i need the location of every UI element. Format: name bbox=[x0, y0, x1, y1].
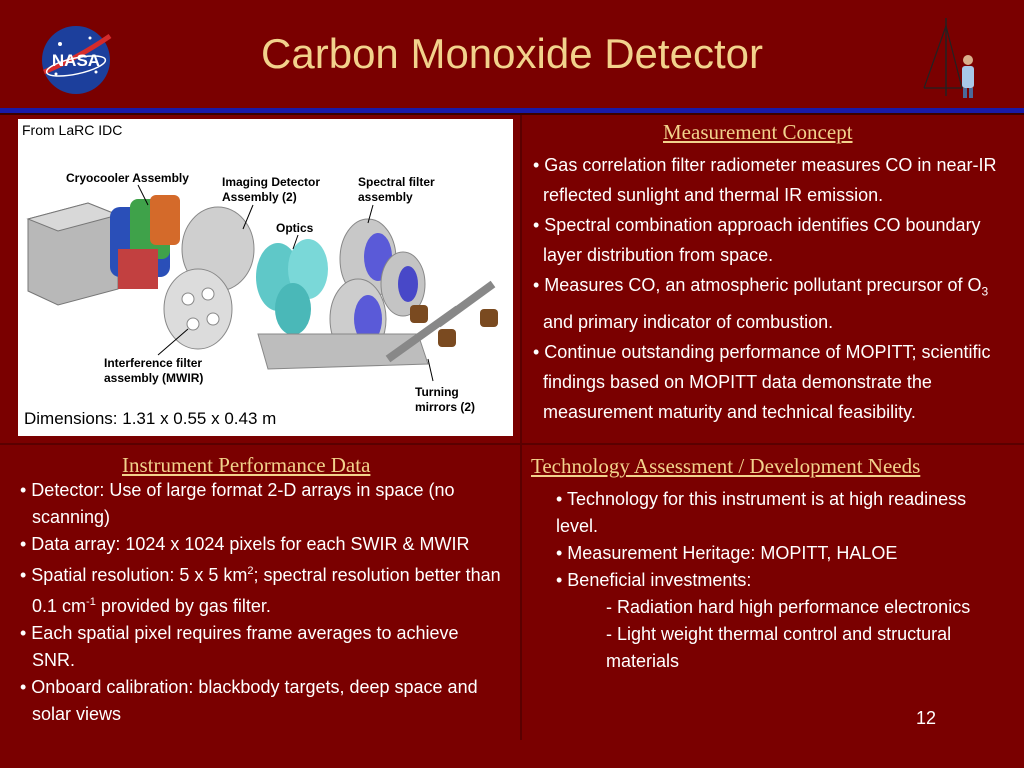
technology-list bbox=[556, 486, 1016, 675]
label-turning-mirrors: Turning mirrors (2) bbox=[415, 385, 476, 414]
astronaut-illustration bbox=[918, 16, 988, 100]
list-item: • Technology for this instrument is at high readiness bbox=[556, 489, 967, 509]
page-number: 12 bbox=[916, 708, 937, 728]
list-item: • Continue outstanding performance of MOPITT; scientific bbox=[533, 341, 991, 362]
technology-heading: Technology Assessment / Development Needs bbox=[531, 454, 921, 478]
list-item: • Onboard calibration: blackbody targets, deep space and bbox=[20, 677, 478, 697]
list-item: • Gas correlation filter radiometer measures CO in near-IR bbox=[533, 155, 997, 175]
list-item: and primary indicator of combustion. bbox=[543, 311, 834, 332]
list-item: • Measures CO, an atmospheric pollutant precursor of $O_3$ bbox=[533, 275, 989, 299]
measurement-heading: Measurement Concept bbox=[663, 120, 853, 144]
list-item: reflected sunlight and thermal IR emission. bbox=[543, 185, 884, 205]
figure-dimensions: Dimensions: 1.31 x 0.55 x 0.43 m bbox=[24, 409, 277, 428]
list-item: materials bbox=[606, 651, 680, 671]
performance-list bbox=[18, 477, 518, 728]
list-item: layer distribution from space. bbox=[543, 245, 774, 265]
list-item: • Spatial resolution: 5 x 5 $km^2$; spectral resolution better than bbox=[20, 565, 501, 585]
list-item: - Light weight thermal control and structural bbox=[606, 624, 952, 644]
label-optics: Optics bbox=[276, 221, 314, 235]
list-item: • Detector: Use of large format 2-D arrays in space (no bbox=[20, 480, 455, 500]
list-item: • Beneficial investments: bbox=[556, 570, 752, 590]
list-item: SNR. bbox=[32, 650, 76, 670]
measurement-list bbox=[531, 150, 1019, 427]
header-rule-shadow bbox=[0, 113, 1024, 115]
column-divider bbox=[520, 115, 522, 740]
svg-text:NASA: NASA bbox=[51, 51, 101, 70]
instrument-figure bbox=[18, 119, 513, 436]
list-item: • Spectral combination approach identifies CO boundary bbox=[533, 215, 981, 235]
list-item: measurement maturity and technical feasibility. bbox=[543, 401, 916, 422]
label-interference-filter: Interference filter assembly (MWIR) bbox=[104, 356, 204, 385]
list-item: • Data array: 1024 x 1024 pixels for each SWIR & MWIR bbox=[20, 534, 470, 554]
label-imaging-detector: Imaging Detector Assembly (2) bbox=[222, 175, 321, 204]
label-spectral-filter: Spectral filter assembly bbox=[358, 175, 435, 204]
list-item: scanning) bbox=[32, 507, 111, 527]
list-item: level. bbox=[556, 516, 599, 536]
list-item: 0.1 $cm^{-1}$ provided by gas filter. bbox=[32, 596, 271, 616]
page-title: Carbon Monoxide Detector bbox=[261, 30, 763, 77]
row-divider bbox=[0, 443, 1024, 445]
performance-heading: Instrument Performance Data bbox=[122, 453, 371, 477]
figure-source: From LaRC IDC bbox=[22, 122, 123, 138]
list-item: • Measurement Heritage: MOPITT, HALOE bbox=[556, 543, 898, 563]
list-item: • Each spatial pixel requires frame averages to achieve bbox=[20, 623, 459, 643]
list-item: findings based on MOPITT data demonstrate the bbox=[543, 371, 932, 392]
list-item: - Radiation hard high performance electronics bbox=[606, 597, 971, 617]
list-item: solar views bbox=[32, 704, 122, 724]
label-cryocooler: Cryocooler Assembly bbox=[66, 171, 189, 185]
